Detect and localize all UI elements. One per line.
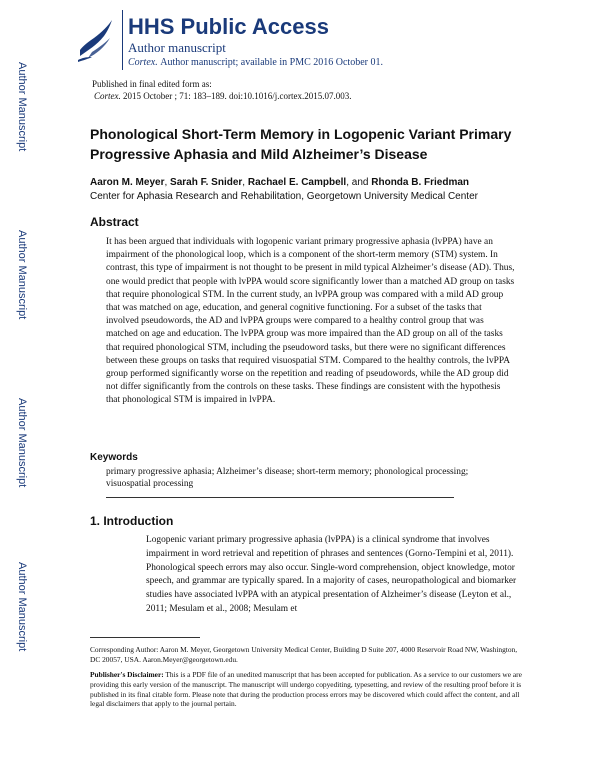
published-info	[92, 78, 351, 102]
sidebar-label-2: Author Manuscript	[16, 230, 28, 320]
author-list: Aaron M. Meyer, Sarah F. Snider, Rachael E. Campbell, and Rhonda B. Friedman	[90, 177, 470, 188]
author-block	[90, 176, 478, 204]
published-details: 2015 October ; 71: 183–189. doi:10.1016/j.cortex.2015.07.003.	[123, 91, 352, 101]
footnote-rule	[90, 637, 200, 638]
correspondence-footnote: Corresponding Author: Aaron M. Meyer, Georgetown University Medical Center, Building D Suite 207, 4000 Reservoir Road NW, Washington, DC 20057, USA. Aaron.Meyer@georgetown.edu.	[90, 645, 518, 664]
hhs-title: HHS Public Access	[128, 14, 329, 39]
author-name: Rhonda B. Friedman	[371, 177, 470, 188]
disclaimer-text: This is a PDF file of an unedited manuscript that has been accepted for publication. As a service to our customers we are providing this early version of the manuscript. The manuscript will undergo copyediting, typesetting, and review of the resulting proof before it is published in its final citable form. Please note that during the production process errors may be discovered which could affect the content, and all legal disclaimers that apply to the journal pertain.	[90, 670, 522, 709]
header-divider	[122, 10, 123, 70]
abstract-text: It has been argued that individuals with logopenic variant primary progressive aphasia (lvPPA) have an impairment of the phonological loop, which is a component of the short-term memory (STM) system. In contrast, this type of impairment is not thought to be present in mild typical Alzheimer’s disease (AD). Thus, one would predict that people with lvPPA would score significantly lower than a matched AD group on tasks that require phonological STM. In the current study, an lvPPA group was compared with a mild AD group that was matched on age, education, and general cognitive functioning. For a subset of the tasks that involved pseudowords, the AD and lvPPA groups were compared to a healthy control group that was matched on age and education. The lvPPA group was more impaired than the AD group on all of the tasks that required phonological STM, including the pseudoword tasks, but there were no significant differences between these groups on tasks that required visuospatial STM. Compared to the healthy controls, the lvPPA group performed significantly worse on the repetition and reading of pseudowords, while the AD group did not differ significantly from the controls on these tasks. These findings are consistent with the hypothesis that phonological STM is impaired in lvPPA.	[106, 237, 515, 406]
author-name: Aaron M. Meyer	[90, 177, 165, 188]
header-citation-journal: Cortex.	[128, 57, 158, 68]
affiliation: Center for Aphasia Research and Rehabilitation, Georgetown University Medical Center	[90, 191, 478, 202]
author-name: Rachael E. Campbell	[247, 177, 347, 188]
abstract-heading: Abstract	[90, 215, 139, 229]
published-journal: Cortex.	[94, 91, 121, 101]
author-name: Sarah F. Snider	[170, 177, 243, 188]
published-line2	[92, 90, 351, 102]
keywords-heading: Keywords	[90, 452, 138, 463]
intro-heading: 1. Introduction	[90, 514, 174, 528]
disclaimer-footnote	[90, 670, 522, 709]
keywords-rule	[106, 497, 454, 498]
published-line1: Published in final edited form as:	[92, 79, 212, 89]
keywords-text: primary progressive aphasia; Alzheimer’s disease; short-term memory; phonological processing; visuospatial processing	[106, 467, 469, 489]
intro-text: Logopenic variant primary progressive aphasia (lvPPA) is a clinical syndrome that involves impairment in word retrieval and repetition of phrases and sentences (Gorno-Tempini et al, 2011). Phonological speech errors may also occur. Single-word comprehension, object knowledge, motor speech, and grammar are typically spared. In a majority of cases, neuropathological and biomarker studies have associated lvPPA with an atypical presentation of Alzheimer’s disease (Leyton et al., 2011; Mesulam et al., 2008; Mesulam et	[146, 535, 517, 614]
sidebar-label-1: Author Manuscript	[16, 62, 28, 152]
author-manuscript-label: Author manuscript	[128, 40, 226, 55]
disclaimer-label: Publisher's Disclaimer:	[90, 670, 164, 679]
header-citation	[128, 57, 383, 68]
header-citation-rest: Author manuscript; available in PMC 2016 October 01.	[160, 57, 383, 68]
sidebar-label-4: Author Manuscript	[16, 562, 28, 652]
hhs-eagle-logo-icon	[74, 12, 118, 64]
article-title: Phonological Short-Term Memory in Logopenic Variant Primary Progressive Aphasia and Mild Alzheimer’s Disease	[90, 126, 512, 162]
sidebar-label-3: Author Manuscript	[16, 398, 28, 488]
